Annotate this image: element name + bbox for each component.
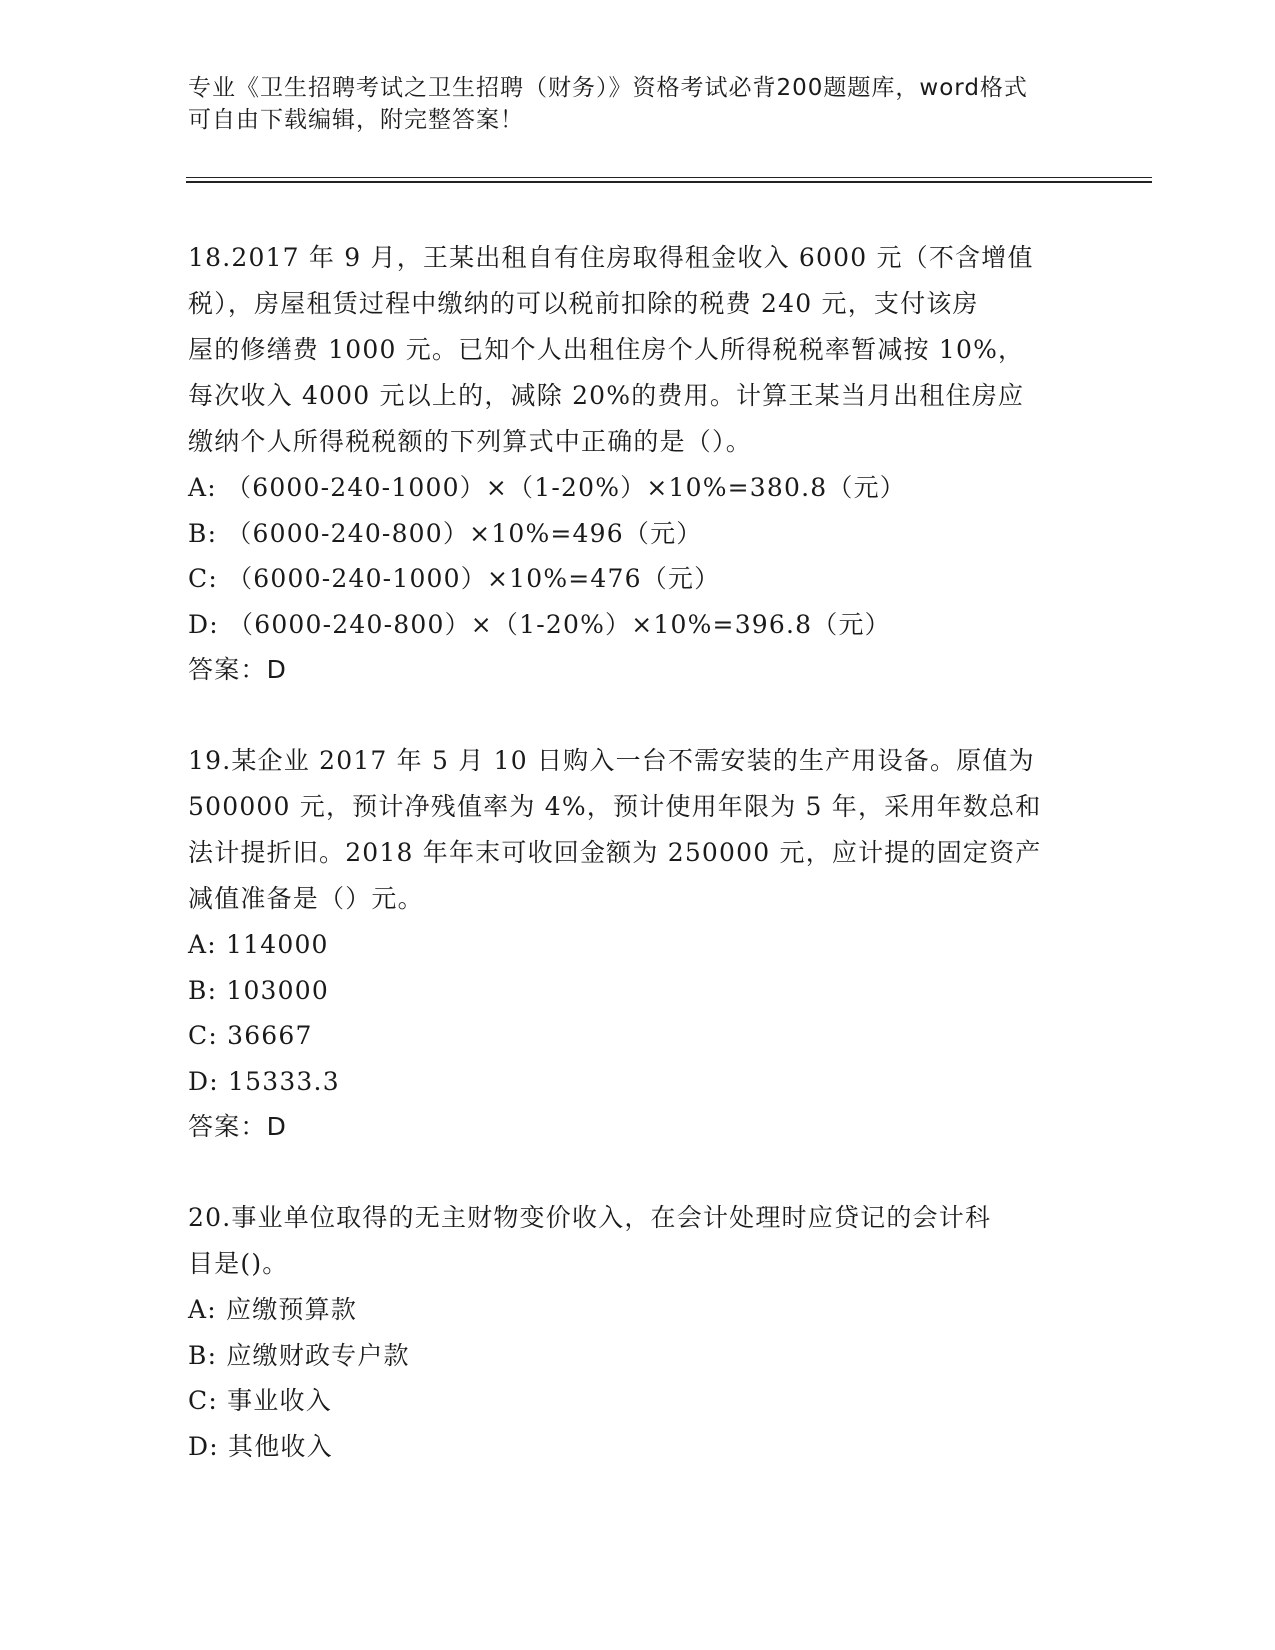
option-a: A: 114000 (188, 930, 329, 959)
option-c: C: 事业收入 (188, 1386, 332, 1415)
stem-line: 18.2017 年 9 月，王某出租自有住房取得租金收入 6000 元（不含增值 (188, 243, 1034, 272)
question-20 (188, 1195, 1088, 1469)
stem-line: 19.某企业 2017 年 5 月 10 日购入一台不需安装的生产用设备。原值为 (188, 746, 1035, 775)
stem-line: 税），房屋租赁过程中缴纳的可以税前扣除的税费 240 元，支付该房 (188, 289, 979, 318)
stem-line: 缴纳个人所得税税额的下列算式中正确的是（）。 (188, 427, 752, 456)
option-c: C: 36667 (188, 1021, 313, 1050)
stem-line: 法计提折旧。2018 年年末可收回金额为 250000 元，应计提的固定资产 (188, 838, 1042, 867)
question-stem (188, 1195, 1088, 1287)
stem-line: 减值准备是（）元。 (188, 884, 424, 913)
stem-line: 500000 元，预计净残值率为 4%，预计使用年限为 5 年，采用年数总和 (188, 792, 1042, 821)
question-stem (188, 738, 1088, 922)
answer-line: 答案：D (188, 1112, 288, 1141)
stem-line: 目是()。 (188, 1249, 289, 1278)
question-list (188, 235, 1088, 1514)
header-line-1: 专业《卫生招聘考试之卫生招聘（财务）》资格考试必背200题题库，word格式 (188, 75, 1028, 101)
question-19 (188, 738, 1088, 1150)
stem-line: 屋的修缮费 1000 元。已知个人出租住房个人所得税税率暂减按 10%， (188, 335, 1025, 364)
stem-line: 每次收入 4000 元以上的，减除 20%的费用。计算王某当月出租住房应 (188, 381, 1025, 410)
option-b: B: 103000 (188, 975, 329, 1005)
option-d: D: （6000-240-800）×（1-20%）×10%=396.8（元） (188, 609, 891, 639)
option-d: D: 15333.3 (188, 1066, 340, 1096)
answer-line: 答案：D (188, 655, 288, 684)
option-b: B: （6000-240-800）×10%=496（元） (188, 518, 703, 548)
option-d: D: 其他收入 (188, 1431, 333, 1461)
option-a: A: （6000-240-1000）×（1-20%）×10%=380.8（元） (188, 473, 906, 502)
option-b: B: 应缴财政专户款 (188, 1340, 410, 1370)
document-header (188, 72, 1068, 136)
stem-line: 20.事业单位取得的无主财物变价收入，在会计处理时应贷记的会计科 (188, 1203, 992, 1232)
question-stem (188, 235, 1088, 465)
question-18 (188, 235, 1088, 693)
option-c: C: （6000-240-1000）×10%=476（元） (188, 564, 721, 593)
header-line-2: 可自由下载编辑，附完整答案！ (188, 107, 524, 133)
option-a: A: 应缴预算款 (188, 1295, 358, 1324)
header-divider (186, 177, 1152, 183)
